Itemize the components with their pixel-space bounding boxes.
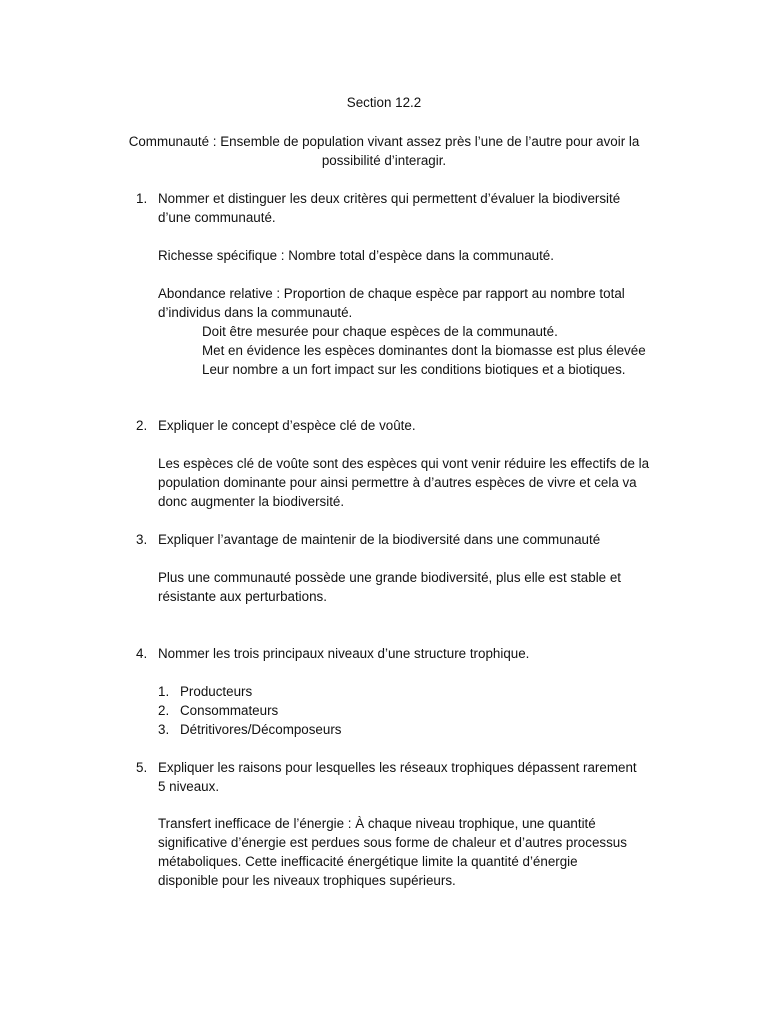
q4-question: Nommer les trois principaux niveaux d’une structure trophique. <box>158 646 530 661</box>
q5-number: 5. <box>136 760 148 775</box>
q3-question: Expliquer l’avantage de maintenir de la biodiversité dans une communauté <box>158 532 601 547</box>
q2-question: Expliquer le concept d’espèce clé de voûte. <box>158 418 416 433</box>
q4-level-label: Consommateurs <box>180 703 279 718</box>
q2-answer-line-3: donc augmenter la biodiversité. <box>158 494 345 509</box>
q1-richesse: Richesse spécifique : Nombre total d’espèce dans la communauté. <box>158 248 554 263</box>
q1-abondance-line-1: Abondance relative : Proportion de chaque espèce par rapport au nombre total <box>158 286 625 301</box>
q5-answer-line-4: disponible pour les niveaux trophiques supérieurs. <box>158 873 456 888</box>
q3-answer-line-1: Plus une communauté possède une grande biodiversité, plus elle est stable et <box>158 570 622 585</box>
q5-answer <box>158 814 678 890</box>
q1-question-line-1: Nommer et distinguer les deux critères qui permettent d’évaluer la biodiversité <box>158 191 621 206</box>
q5-answer-line-3: métaboliques. Cette inefficacité énergétique limite la quantité d’énergie <box>158 854 578 869</box>
q4-level-number: 2. <box>158 703 170 718</box>
q3-answer <box>158 568 678 606</box>
q5-question <box>158 758 678 796</box>
q1-number: 1. <box>136 191 148 206</box>
q3-number: 3. <box>136 532 148 547</box>
q5-question-line-1: Expliquer les raisons pour lesquelles les réseaux trophiques dépassent rarement <box>158 760 637 775</box>
q2-number: 2. <box>136 418 148 433</box>
q4-level-label: Producteurs <box>180 684 253 699</box>
q5-answer-line-1: Transfert inefficace de l’énergie : À chaque niveau trophique, une quantité <box>158 816 596 831</box>
q1-question <box>158 189 678 227</box>
q3-answer-line-2: résistante aux perturbations. <box>158 589 327 604</box>
definition-line-2: possibilité d’interagir. <box>321 153 447 168</box>
definition-line-1: Communauté : Ensemble de population vivant assez près l’une de l’autre pour avoir la <box>128 134 640 149</box>
q4-level-number: 1. <box>158 684 170 699</box>
q1-abondance-line-2: d’individus dans la communauté. <box>158 305 353 320</box>
community-definition <box>0 132 768 170</box>
section-title: Section 12.2 <box>346 95 422 110</box>
q4-number: 4. <box>136 646 148 661</box>
q5-question-line-2: 5 niveaux. <box>158 779 220 794</box>
q4-level-number: 3. <box>158 722 170 737</box>
q1-abondance <box>158 284 678 322</box>
q2-answer-line-1: Les espèces clé de voûte sont des espèces qui vont venir réduire les effectifs de la <box>158 456 650 471</box>
q2-answer-line-2: population dominante pour ainsi permettre à d’autres espèces de vivre et cela va <box>158 475 637 490</box>
q1-point: Doit être mesurée pour chaque espèces de la communauté. <box>202 324 558 339</box>
q5-answer-line-2: significative d’énergie est perdues sous forme de chaleur et d’autres processus <box>158 835 627 850</box>
q1-points <box>202 322 702 379</box>
q1-point: Met en évidence les espèces dominantes dont la biomasse est plus élevée <box>202 343 646 358</box>
q1-point: Leur nombre a un fort impact sur les conditions biotiques et a biotiques. <box>202 362 626 377</box>
q2-answer <box>158 454 678 511</box>
q1-question-line-2: d’une communauté. <box>158 210 276 225</box>
q4-level-label: Détritivores/Décomposeurs <box>180 722 342 737</box>
